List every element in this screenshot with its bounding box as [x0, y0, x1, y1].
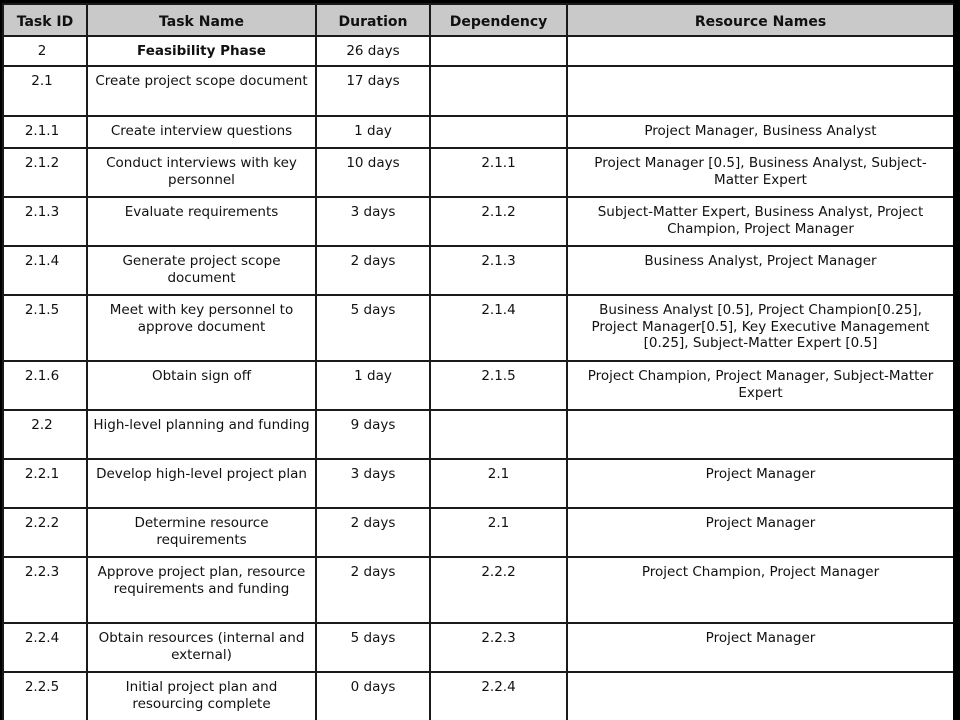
- table-row: [3, 623, 953, 672]
- resource-names-cell: Business Analyst, Project Manager: [567, 246, 953, 295]
- task-id-cell: 2: [3, 36, 87, 66]
- table-row: [3, 459, 953, 508]
- dependency-cell: 2.1: [430, 459, 567, 508]
- table-row: [3, 36, 953, 66]
- task-name-cell: Initial project plan and resourcing complete: [87, 672, 316, 720]
- task-name-cell: Obtain sign off: [87, 361, 316, 410]
- dependency-cell: 2.1.1: [430, 148, 567, 197]
- table-body: [3, 36, 953, 720]
- resource-names-cell: Project Champion, Project Manager: [567, 557, 953, 623]
- resource-names-cell: Project Manager, Business Analyst: [567, 116, 953, 148]
- column-header-task-id: Task ID: [3, 4, 87, 36]
- task-name-cell: Create interview questions: [87, 116, 316, 148]
- table-row: [3, 508, 953, 557]
- table-row: [3, 410, 953, 459]
- task-id-cell: 2.2.2: [3, 508, 87, 557]
- task-name-cell: Create project scope document: [87, 66, 316, 116]
- dependency-cell: 2.1.4: [430, 295, 567, 361]
- task-id-cell: 2.1: [3, 66, 87, 116]
- dependency-cell: [430, 66, 567, 116]
- table-row: [3, 295, 953, 361]
- dependency-cell: 2.1: [430, 508, 567, 557]
- task-schedule-table: [2, 3, 953, 720]
- task-id-cell: 2.2.3: [3, 557, 87, 623]
- task-table-sheet: [2, 3, 953, 720]
- table-row: [3, 246, 953, 295]
- resource-names-cell: [567, 672, 953, 720]
- dependency-cell: 2.1.5: [430, 361, 567, 410]
- column-header-duration: Duration: [316, 4, 430, 36]
- dependency-cell: [430, 116, 567, 148]
- resource-names-cell: Project Manager: [567, 459, 953, 508]
- dependency-cell: 2.2.2: [430, 557, 567, 623]
- resource-names-cell: [567, 66, 953, 116]
- duration-cell: 1 day: [316, 116, 430, 148]
- task-name-cell: High-level planning and funding: [87, 410, 316, 459]
- duration-cell: 3 days: [316, 197, 430, 246]
- resource-names-cell: [567, 410, 953, 459]
- task-name-cell: Meet with key personnel to approve document: [87, 295, 316, 361]
- duration-cell: 0 days: [316, 672, 430, 720]
- duration-cell: 2 days: [316, 246, 430, 295]
- resource-names-cell: Project Manager [0.5], Business Analyst, Subject-Matter Expert: [567, 148, 953, 197]
- task-name-cell: Obtain resources (internal and external): [87, 623, 316, 672]
- task-name-cell: Approve project plan, resource requirements and funding: [87, 557, 316, 623]
- dependency-cell: 2.1.2: [430, 197, 567, 246]
- table-row: [3, 148, 953, 197]
- task-id-cell: 2.2.4: [3, 623, 87, 672]
- task-name-cell: Generate project scope document: [87, 246, 316, 295]
- header-row: [3, 4, 953, 36]
- task-id-cell: 2.1.6: [3, 361, 87, 410]
- dependency-cell: 2.2.3: [430, 623, 567, 672]
- table-row: [3, 197, 953, 246]
- task-id-cell: 2.1.2: [3, 148, 87, 197]
- duration-cell: 2 days: [316, 557, 430, 623]
- task-id-cell: 2.1.5: [3, 295, 87, 361]
- table-row: [3, 361, 953, 410]
- table-row: [3, 66, 953, 116]
- duration-cell: 3 days: [316, 459, 430, 508]
- task-name-cell: Evaluate requirements: [87, 197, 316, 246]
- duration-cell: 10 days: [316, 148, 430, 197]
- resource-names-cell: [567, 36, 953, 66]
- task-name-cell: Determine resource requirements: [87, 508, 316, 557]
- task-name-cell: Conduct interviews with key personnel: [87, 148, 316, 197]
- task-id-cell: 2.2.5: [3, 672, 87, 720]
- duration-cell: 5 days: [316, 295, 430, 361]
- task-id-cell: 2.1.4: [3, 246, 87, 295]
- task-name-cell: Feasibility Phase: [87, 36, 316, 66]
- task-id-cell: 2.2: [3, 410, 87, 459]
- duration-cell: 17 days: [316, 66, 430, 116]
- column-header-task-name: Task Name: [87, 4, 316, 36]
- task-id-cell: 2.1.3: [3, 197, 87, 246]
- duration-cell: 9 days: [316, 410, 430, 459]
- resource-names-cell: Project Manager: [567, 623, 953, 672]
- table-row: [3, 672, 953, 720]
- dependency-cell: [430, 36, 567, 66]
- resource-names-cell: Project Manager: [567, 508, 953, 557]
- duration-cell: 26 days: [316, 36, 430, 66]
- task-id-cell: 2.1.1: [3, 116, 87, 148]
- table-row: [3, 116, 953, 148]
- duration-cell: 1 day: [316, 361, 430, 410]
- resource-names-cell: Business Analyst [0.5], Project Champion[0.25], Project Manager[0.5], Key Executive Management [0.25], Subject-Matter Expert [0.5]: [567, 295, 953, 361]
- dependency-cell: [430, 410, 567, 459]
- duration-cell: 5 days: [316, 623, 430, 672]
- dependency-cell: 2.1.3: [430, 246, 567, 295]
- resource-names-cell: Subject-Matter Expert, Business Analyst, Project Champion, Project Manager: [567, 197, 953, 246]
- dependency-cell: 2.2.4: [430, 672, 567, 720]
- table-row: [3, 557, 953, 623]
- column-header-dependency: Dependency: [430, 4, 567, 36]
- duration-cell: 2 days: [316, 508, 430, 557]
- task-id-cell: 2.2.1: [3, 459, 87, 508]
- resource-names-cell: Project Champion, Project Manager, Subject-Matter Expert: [567, 361, 953, 410]
- task-name-cell: Develop high-level project plan: [87, 459, 316, 508]
- column-header-resource-names: Resource Names: [567, 4, 953, 36]
